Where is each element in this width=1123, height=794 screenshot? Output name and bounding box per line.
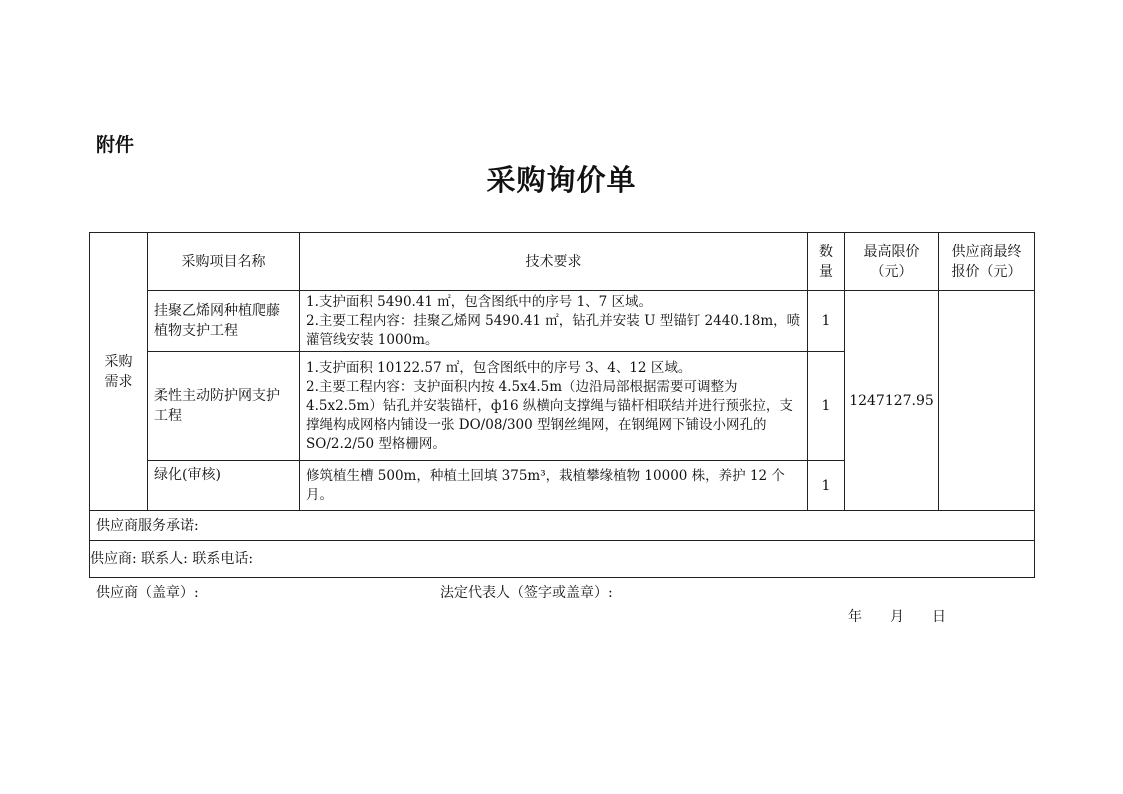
tech-line: 2.主要工程内容：支护面积内按 4.5x4.5m（边沿局部根据需要可调整为 4.5x2.5m）钻孔并安装锚杆，ф16 纵横向支撑绳与锚杆相联结并进行预张拉，支撑绳构成网格内铺设一张 DO/08/300 型钢丝绳网，在钢绳网下铺设小网孔的 SO/2.2/50 型格栅网。 xyxy=(306,378,793,452)
service-commitment-field[interactable]: 供应商服务承诺: xyxy=(90,511,1035,541)
tech-line: 修筑植生槽 500m，种植土回填 375m³，栽植攀缘植物 10000 株，养护 12 个月。 xyxy=(306,467,785,503)
col-header-item-name: 采购项目名称 xyxy=(148,233,300,291)
col-header-final-quote: 供应商最终 报价（元） xyxy=(939,233,1035,291)
tech-line: 2.主要工程内容：挂聚乙烯网 5490.41 ㎡，钻孔并安装 U 型锚钉 2440.18m，喷灌管线安装 1000m。 xyxy=(306,312,801,348)
col-header-qty: 数 量 xyxy=(808,233,845,291)
contact-phone-label[interactable]: 联系电话: xyxy=(192,551,254,567)
page-title: 采购询价单 xyxy=(486,163,637,197)
tech-requirement xyxy=(300,352,808,461)
item-name: 柔性主动防护网支护工程 xyxy=(148,352,300,461)
quantity: 1 xyxy=(808,291,845,352)
contact-person-label[interactable]: 联系人: xyxy=(141,551,188,567)
tech-requirement xyxy=(300,291,808,352)
quantity: 1 xyxy=(808,461,845,511)
procurement-demand-label: 采购 需求 xyxy=(90,233,148,511)
supplier-contact-row xyxy=(90,541,1035,578)
table-row xyxy=(90,291,1035,352)
tech-line: 1.支护面积 5490.41 ㎡，包含图纸中的序号 1、7 区域。 xyxy=(306,293,653,310)
attachment-label: 附件 xyxy=(96,134,135,156)
max-price-value: 1247127.95 xyxy=(845,291,939,511)
inquiry-table xyxy=(89,232,1035,578)
col-header-tech: 技术要求 xyxy=(300,233,808,291)
final-quote-cell[interactable] xyxy=(939,291,1035,511)
supplier-seal-label: 供应商（盖章）: xyxy=(96,585,199,601)
tech-requirement xyxy=(300,461,808,511)
legal-representative-label: 法定代表人（签字或盖章）: xyxy=(440,585,613,601)
item-name: 挂聚乙烯网种植爬藤植物支护工程 xyxy=(148,291,300,352)
supplier-label[interactable]: 供应商: xyxy=(90,551,137,567)
col-header-max-price: 最高限价 （元） xyxy=(845,233,939,291)
quantity: 1 xyxy=(808,352,845,461)
item-name: 绿化(审核) xyxy=(148,461,300,511)
tech-line: 1.支护面积 10122.57 ㎡，包含图纸中的序号 3、4、12 区域。 xyxy=(306,359,692,376)
date-label: 年 月 日 xyxy=(848,609,946,625)
